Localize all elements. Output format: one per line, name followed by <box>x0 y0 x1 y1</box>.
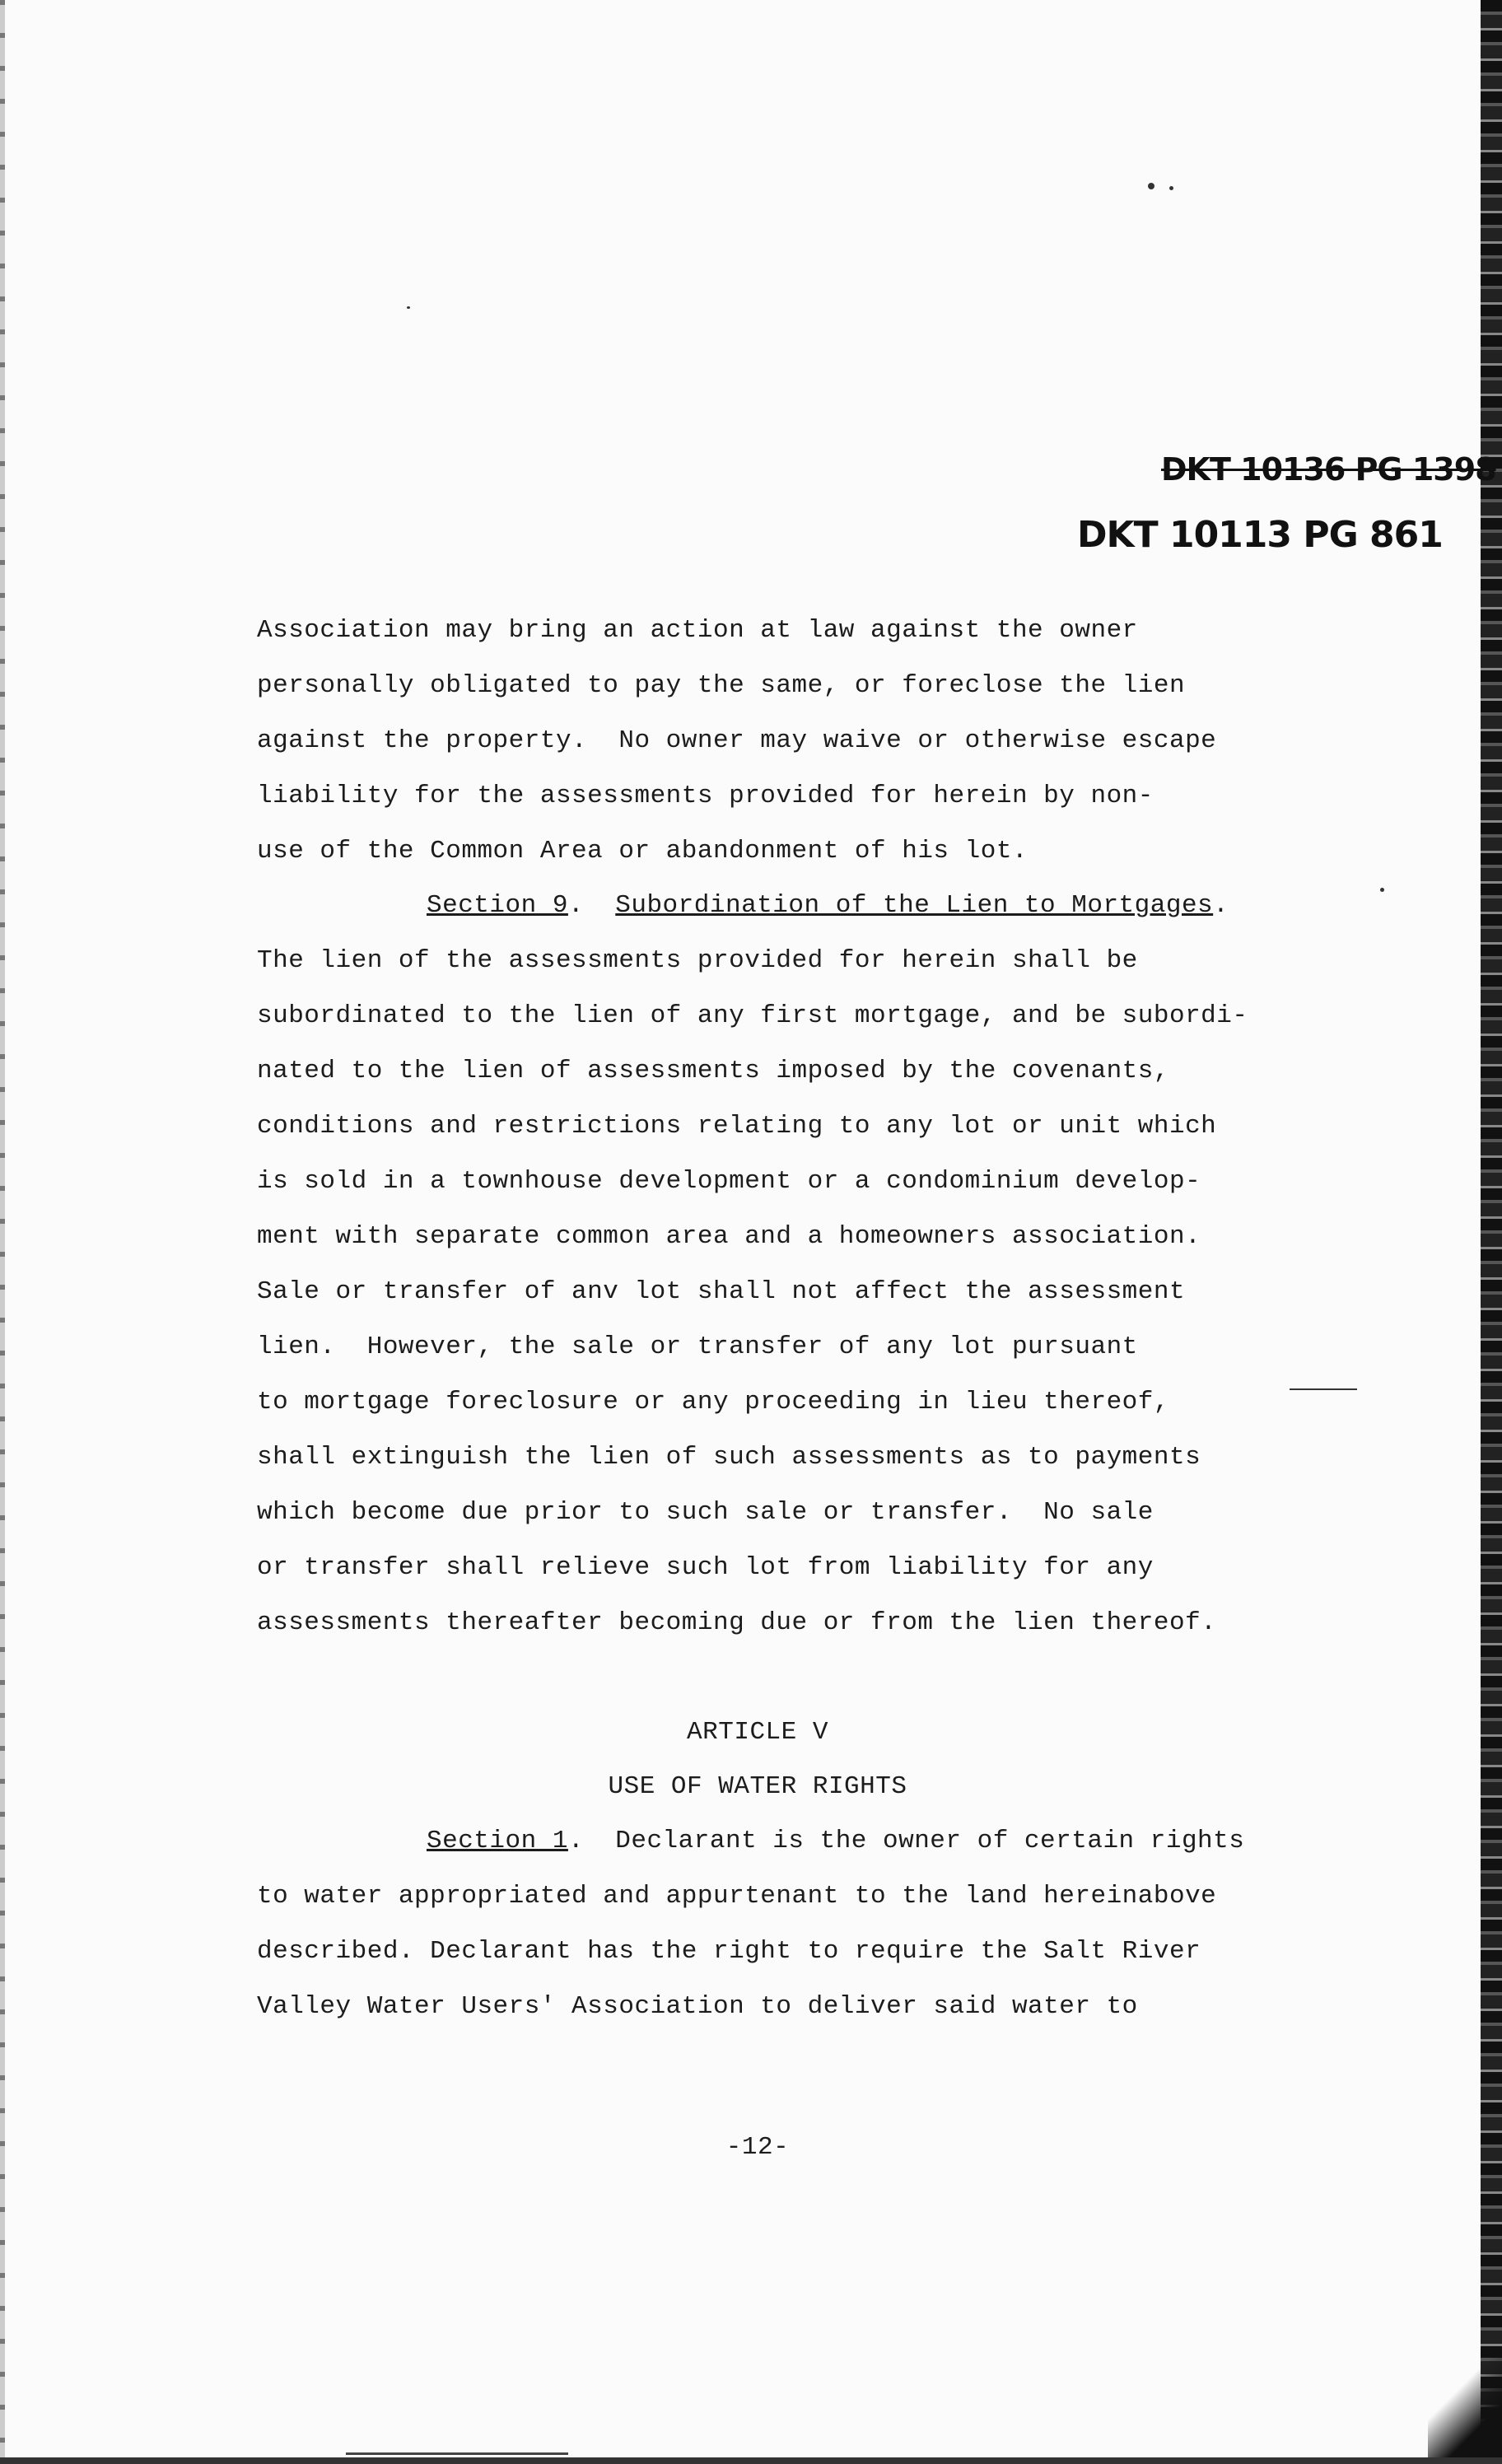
text-line: or transfer shall relieve such lot from liability for any <box>257 1553 1154 1582</box>
text-line: subordinated to the lien of any first mortgage, and be subordi- <box>257 1001 1248 1030</box>
text-line: liability for the assessments provided for herein by non- <box>257 782 1154 810</box>
section-9-heading: Section 9. Subordination of the Lien to Mortgages. <box>427 891 1229 920</box>
article-subheading: USE OF WATER RIGHTS <box>608 1772 907 1801</box>
section-1-first-line: Declarant is the owner of certain rights <box>615 1827 1245 1855</box>
text-line: nated to the lien of assessments imposed by the covenants, <box>257 1057 1169 1085</box>
text-line: conditions and restrictions relating to any lot or unit which <box>257 1112 1217 1141</box>
scan-speck <box>1169 186 1173 190</box>
section-9-title: Subordination of the Lien to Mortgages <box>615 891 1214 920</box>
text-line: personally obligated to pay the same, or foreclose the lien <box>257 671 1186 700</box>
scan-edge-bottom <box>0 2457 1502 2464</box>
text-line: to water appropriated and appurtenant to the land hereinabove <box>257 1882 1217 1911</box>
scan-speck <box>1380 888 1384 892</box>
text-line: against the property. No owner may waive or otherwise escape <box>257 726 1217 755</box>
text-line: Valley Water Users' Association to deliver said water to <box>257 1992 1138 2021</box>
article-heading: ARTICLE V <box>687 1718 828 1747</box>
text-line: described. Declarant has the right to require the Salt River <box>257 1937 1201 1966</box>
scan-edge-right <box>1481 0 1502 2464</box>
scan-edge-left <box>0 0 5 2464</box>
text-line: Association may bring an action at law against the owner <box>257 616 1138 645</box>
text-line: use of the Common Area or abandonment of his lot. <box>257 837 1029 866</box>
scan-dash <box>1290 1388 1357 1390</box>
text-line: Sale or transfer of anv lot shall not affect the assessment <box>257 1277 1186 1306</box>
text-line: is sold in a townhouse development or a condominium develop- <box>257 1167 1201 1196</box>
section-1-heading: Section 1. Declarant is the owner of certain rights <box>427 1827 1245 1855</box>
scan-smudge <box>346 2452 568 2455</box>
text-line: ment with separate common area and a homeowners association. <box>257 1222 1201 1251</box>
page-number: -12- <box>725 2133 790 2162</box>
text-line: lien. However, the sale or transfer of any lot pursuant <box>257 1332 1138 1361</box>
text-line: shall extinguish the lien of such assessments as to payments <box>257 1443 1201 1472</box>
scan-speck <box>1148 183 1154 189</box>
recording-stamp-struck: DKT 10136 PG 1398 <box>1161 451 1496 488</box>
section-9-label: Section 9 <box>427 891 568 920</box>
text-line: to mortgage foreclosure or any proceeding in lieu thereof, <box>257 1388 1169 1416</box>
text-line: The lien of the assessments provided for herein shall be <box>257 946 1138 975</box>
text-line: assessments thereafter becoming due or from the lien thereof. <box>257 1608 1217 1637</box>
scan-speck <box>407 306 410 309</box>
scan-corner-shadow <box>1428 2340 1502 2464</box>
text-line: which become due prior to such sale or transfer. No sale <box>257 1498 1154 1527</box>
recording-stamp: DKT 10113 PG 861 <box>1077 514 1443 556</box>
section-1-label: Section 1 <box>427 1827 568 1855</box>
